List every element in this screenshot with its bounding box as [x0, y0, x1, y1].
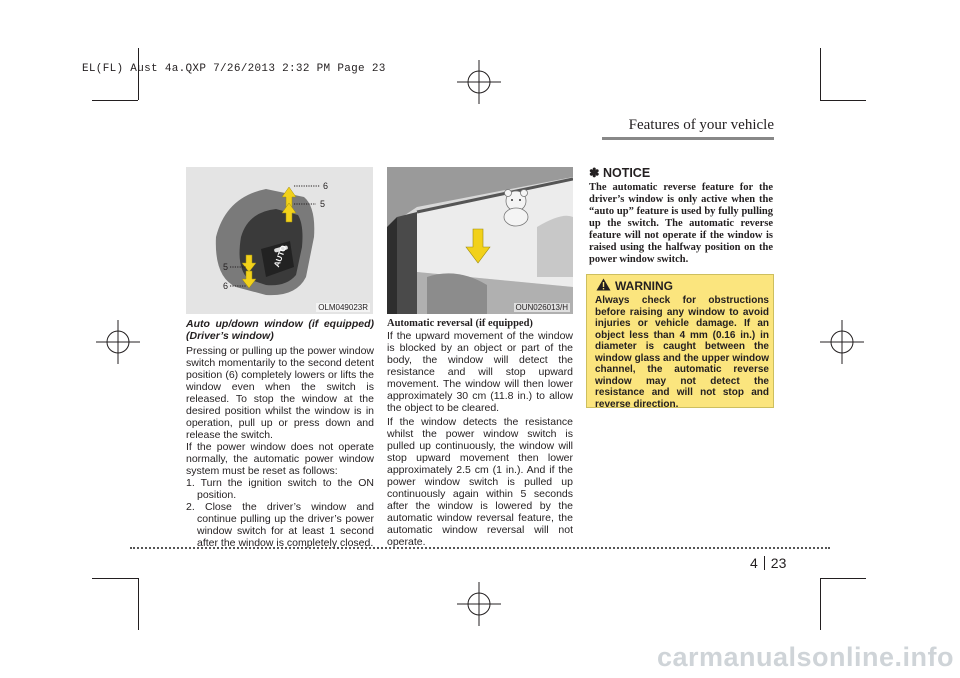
figure-code: OUN026013/H [515, 303, 568, 312]
column-auto-reversal [387, 318, 573, 548]
warning-title: WARNING [615, 279, 673, 293]
crop-mark [820, 578, 866, 579]
window-switch-illustration [186, 167, 373, 314]
footer-rule [130, 547, 830, 549]
registration-mark-icon [455, 58, 503, 106]
position-label: 6 [323, 181, 329, 191]
section-title: Features of your vehicle [628, 117, 774, 133]
auto-label: AUTO [272, 244, 289, 269]
warning-triangle-icon [596, 278, 611, 291]
page-separator [764, 556, 765, 570]
auto-window-heading: Auto up/down window (if equipped) (Driver’s window) [186, 318, 374, 342]
notice-text: The automatic reverse feature for the driver’s window is only active when the “auto up” feature is used by fully pulling up the switch. The automatic reverse feature will not operate if the window is raised using the halfway position on the power window switch. [589, 182, 773, 265]
reset-step: 1. Turn the ignition switch to the ON position. [186, 477, 374, 501]
print-slug: EL(FL) Aust 4a.QXP 7/26/2013 2:32 PM Page 23 [82, 63, 386, 75]
window-switch-figure [186, 167, 373, 314]
title-rule [602, 137, 774, 140]
auto-window-paragraph: Pressing or pulling up the power window switch momentarily to the second detent position (6) completely lowers or lifts the window even when the switch is released. To stop the window at the desired position whilst the window is in operation, pull up or press down and release the switch. [186, 345, 374, 441]
page-number-value: 23 [770, 555, 787, 571]
warning-box [586, 274, 774, 408]
crop-mark [138, 578, 139, 630]
crop-mark [92, 100, 138, 101]
notice-block [589, 167, 773, 266]
position-label: 5 [223, 262, 229, 272]
watermark: carmanualsonline.info [656, 642, 954, 672]
auto-reversal-paragraph: If the upward movement of the window is blocked by an object or part of the body, the window will detect the resistance and will stop upward movement. The window will then lower approximately 30 cm (11.8 in.) to allow the object to be cleared. [387, 330, 573, 414]
figure-code: OLM049023R [318, 303, 368, 312]
car-window-illustration [387, 167, 573, 314]
chapter-number: 4 [750, 555, 758, 571]
page-number [750, 555, 786, 571]
position-label: 6 [223, 281, 229, 291]
crop-mark [820, 100, 866, 101]
auto-reversal-heading: Automatic reversal (if equipped) [387, 318, 533, 329]
registration-mark-icon [94, 318, 142, 366]
auto-reversal-paragraph: If the window detects the resistance whilst the power window switch is pulled up continuously, the window will stop upward movement then lower approximately 2.5 cm (1 in.). And if the power window switch is pulled up continuously again within 5 seconds after the window is lowered by the automatic window reversal feature, the automatic window reversal will not operate. [387, 416, 573, 548]
crop-mark [820, 48, 821, 100]
reset-intro-paragraph: If the power window does not operate normally, the automatic power window system must be reset as follows: [186, 441, 374, 477]
crop-mark [92, 578, 138, 579]
window-reversal-figure [387, 167, 573, 314]
column-auto-window [186, 318, 374, 549]
notice-title: ✽ NOTICE [589, 166, 651, 180]
position-label: 5 [320, 199, 326, 209]
registration-mark-icon [455, 580, 503, 628]
reset-step: 2. Close the driver’s window and continue pulling up the driver’s power window switch for at least 1 second after the window is completely closed. [186, 501, 374, 549]
warning-text: Always check for obstructions before raising any window to avoid injuries or vehicle damage. If an object less than 4 mm (0.16 in.) in diameter is caught between the window glass and the upper window channel, the automatic reverse window may not detect the resistance and will not stop and reverse direction. [595, 295, 769, 410]
crop-mark [820, 578, 821, 630]
registration-mark-icon [818, 318, 866, 366]
